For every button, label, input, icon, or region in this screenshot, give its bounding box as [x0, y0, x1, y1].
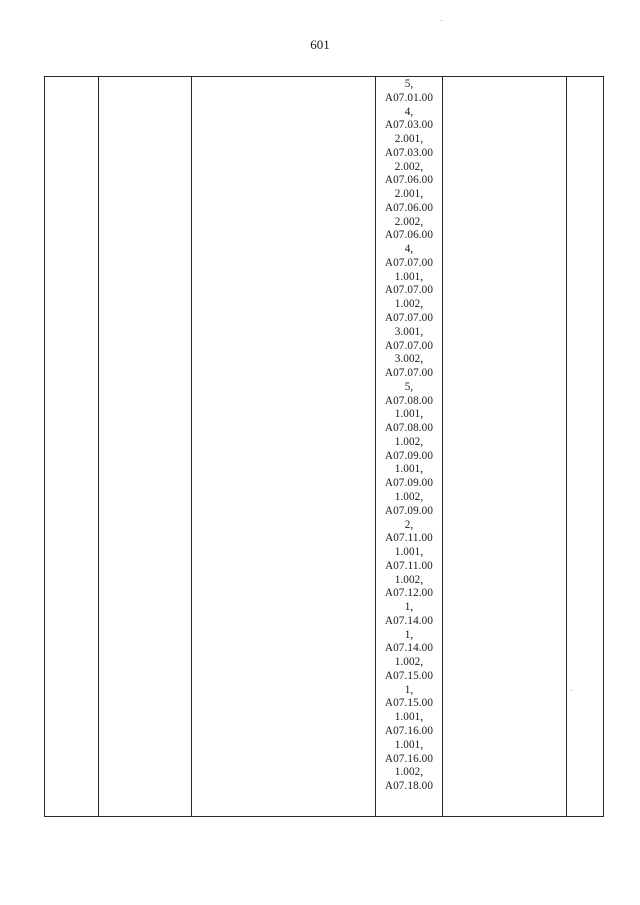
code-line: A07.07.00: [384, 256, 434, 269]
code-line: 1.001,: [394, 463, 424, 476]
service-code-list: [376, 77, 442, 794]
table-row: [45, 77, 604, 817]
code-line: A07.12.00: [384, 587, 434, 600]
code-line: 1.002,: [394, 766, 424, 779]
code-line: A07.06.00: [384, 229, 434, 242]
code-line: 1.001,: [394, 270, 424, 283]
code-line: A07.09.00: [384, 449, 434, 462]
code-line: A07.03.00: [384, 119, 434, 132]
code-line: 1.001,: [394, 711, 424, 724]
code-line: 1.002,: [394, 573, 424, 586]
code-line: A07.15.00: [384, 697, 434, 710]
table-cell-col-1: [45, 77, 99, 817]
code-line: 1,: [404, 683, 414, 696]
service-code-table: [44, 76, 604, 817]
code-line: 1.002,: [394, 298, 424, 311]
code-line: A07.09.00: [384, 504, 434, 517]
code-line: A07.16.00: [384, 752, 434, 765]
code-line: 5,: [404, 78, 414, 90]
code-line: 2.002,: [394, 160, 424, 173]
code-line: A07.06.00: [384, 174, 434, 187]
code-line: 1,: [404, 628, 414, 641]
code-line: A07.01.00: [384, 91, 434, 104]
code-line: 1.001,: [394, 738, 424, 751]
code-line: A07.08.00: [384, 394, 434, 407]
code-line: A07.07.00: [384, 367, 434, 380]
code-line: A07.07.00: [384, 284, 434, 297]
code-line: 3.002,: [394, 353, 424, 366]
code-line: A07.18.00: [384, 780, 434, 793]
code-line: 3.001,: [394, 325, 424, 338]
table-cell-codes: [376, 77, 443, 817]
table-cell-col-3: [192, 77, 376, 817]
code-line: A07.14.00: [384, 614, 434, 627]
table-cell-col-2: [99, 77, 192, 817]
code-line: 4,: [404, 105, 414, 118]
code-line: 2.001,: [394, 133, 424, 146]
code-line: 2.001,: [394, 188, 424, 201]
code-line: 2.002,: [394, 215, 424, 228]
code-line: A07.08.00: [384, 422, 434, 435]
code-line: 2,: [404, 518, 414, 531]
code-line: 4,: [404, 243, 414, 256]
code-line: 5,: [404, 380, 414, 393]
code-line: 1,: [404, 601, 414, 614]
code-line: A07.07.00: [384, 312, 434, 325]
code-line: A07.14.00: [384, 642, 434, 655]
code-line: 1.002,: [394, 656, 424, 669]
code-line: A07.03.00: [384, 146, 434, 159]
code-line: A07.07.00: [384, 339, 434, 352]
scan-speck: [441, 20, 442, 21]
code-line: 1.002,: [394, 490, 424, 503]
code-line: 1.001,: [394, 408, 424, 421]
code-line: 1.002,: [394, 435, 424, 448]
code-line: A07.15.00: [384, 669, 434, 682]
code-line: A07.11.00: [385, 532, 433, 545]
table-cell-col-6: [567, 77, 604, 817]
code-line: 1.001,: [394, 546, 424, 559]
scan-speck: [571, 690, 572, 691]
table-cell-col-5: [443, 77, 567, 817]
code-line: A07.11.00: [385, 559, 433, 572]
code-line: A07.09.00: [384, 477, 434, 490]
code-line: A07.06.00: [384, 201, 434, 214]
code-line: A07.16.00: [384, 724, 434, 737]
page-number: 601: [310, 37, 330, 52]
